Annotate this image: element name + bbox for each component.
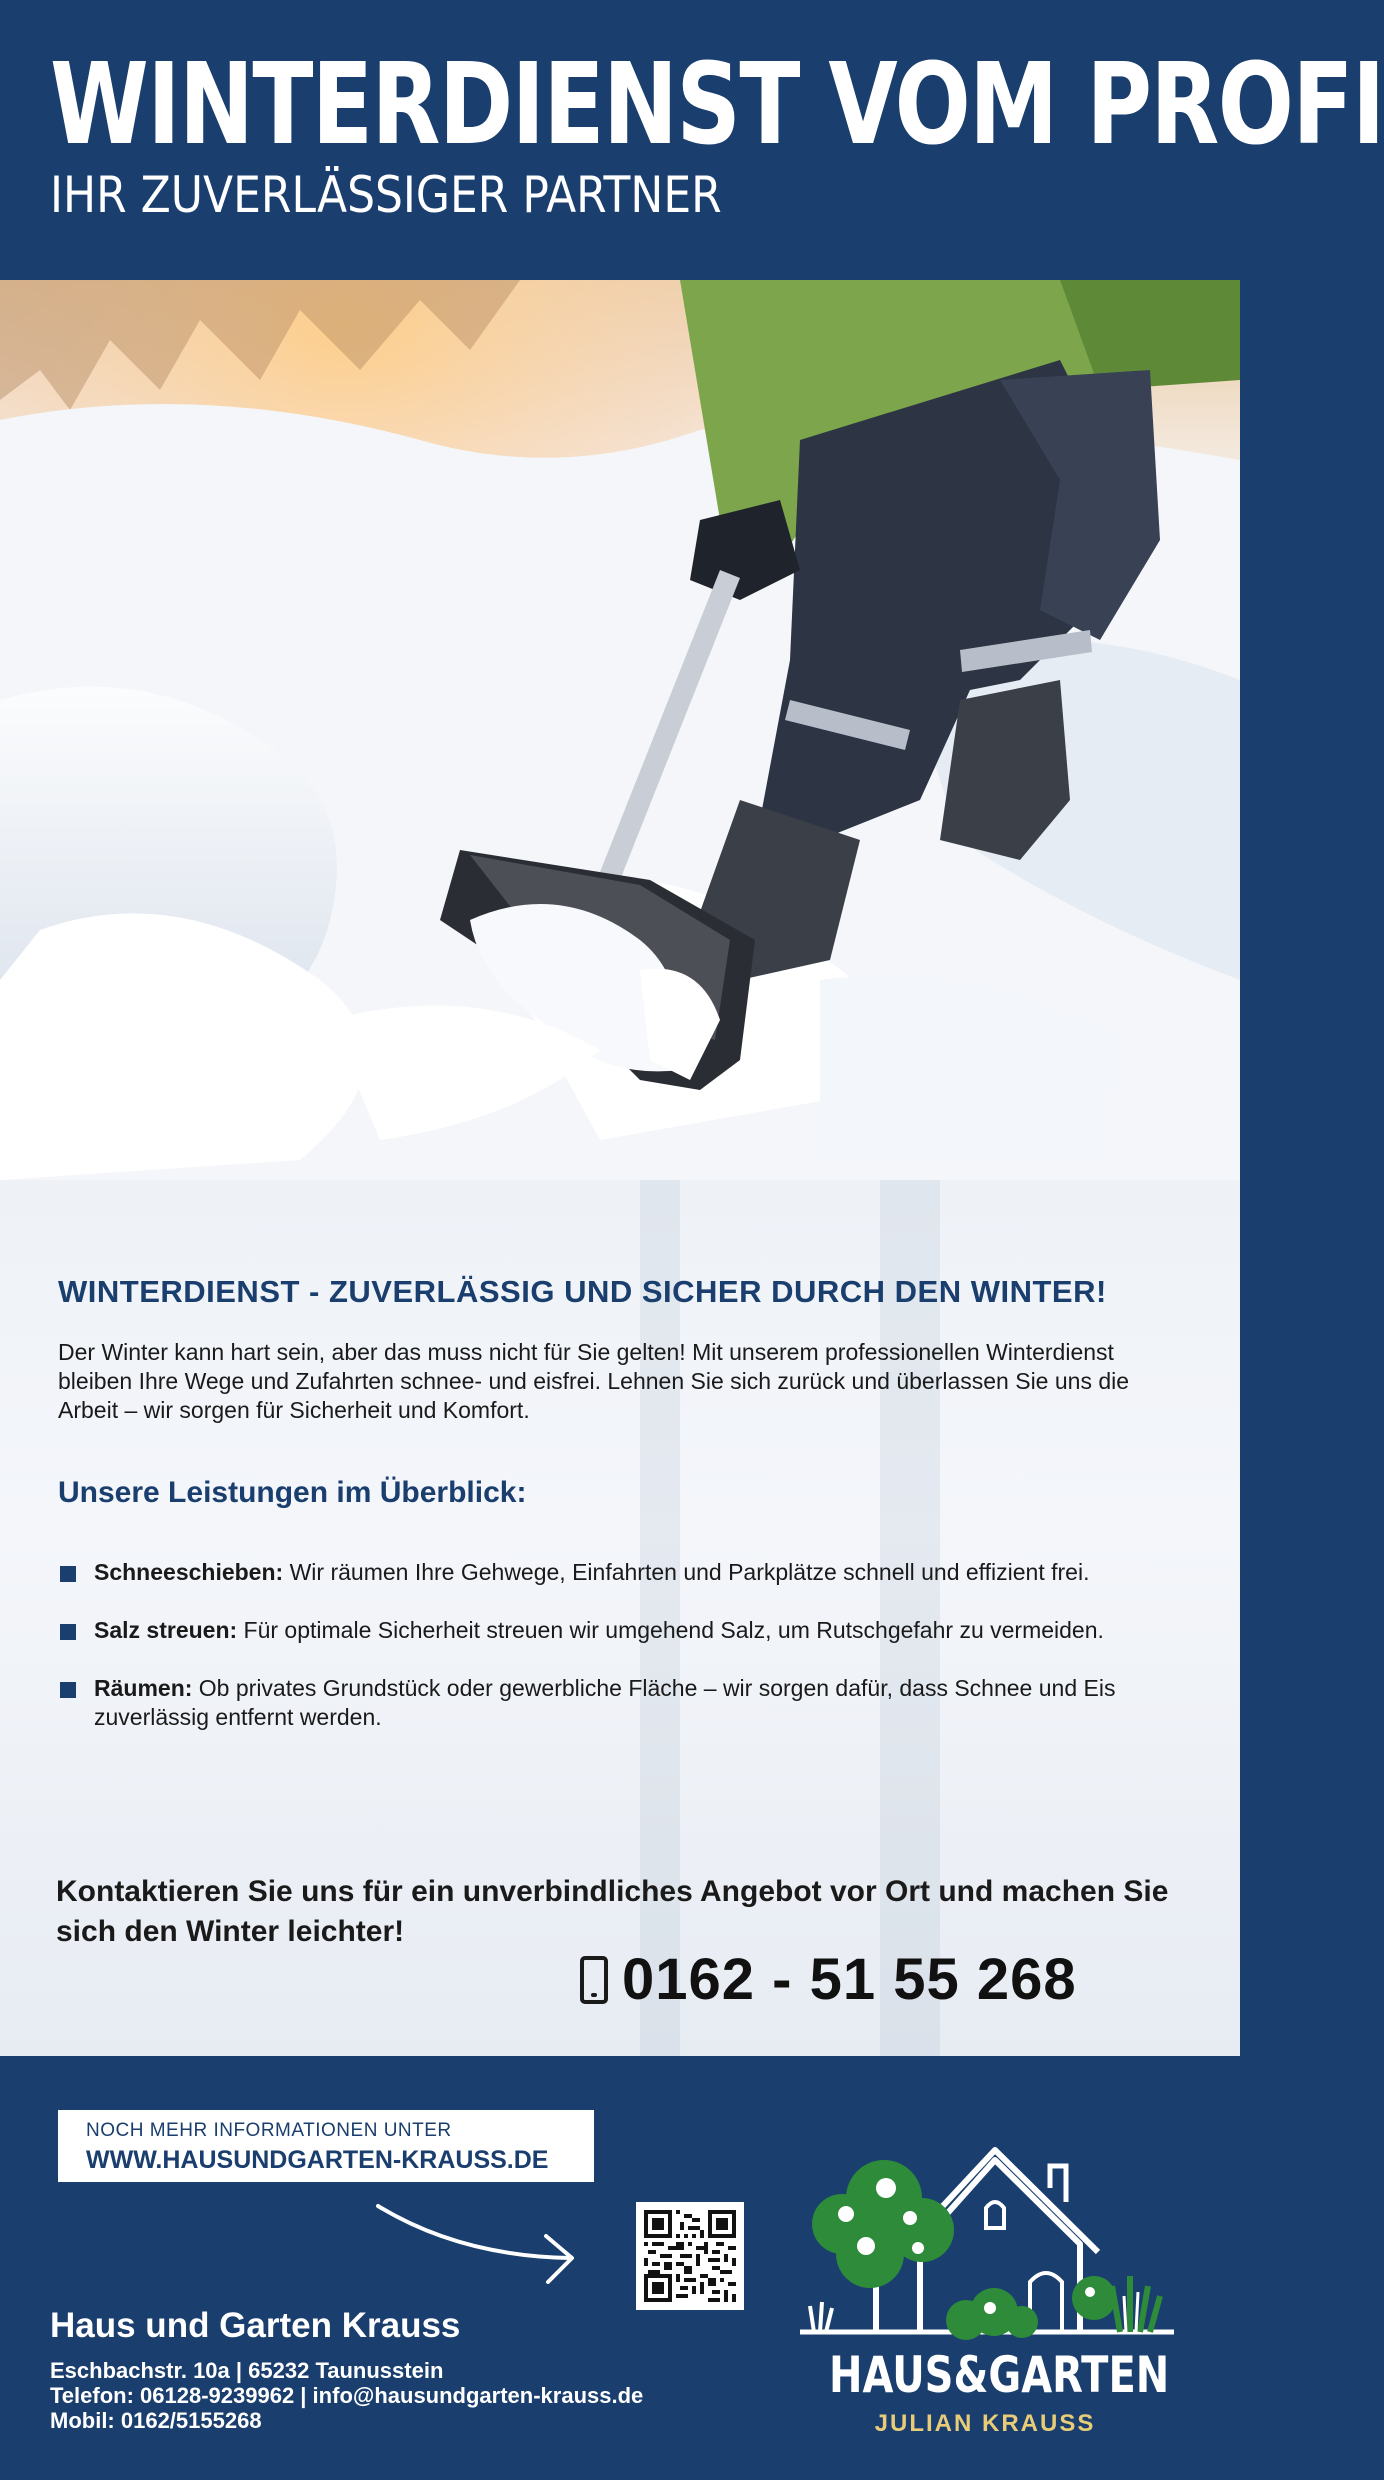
list-item (58, 1674, 1178, 1732)
logo-title: HAUS&GARTEN (829, 2346, 1170, 2404)
mobile-line[interactable]: Mobil: 0162/5155268 (50, 2408, 262, 2433)
phone-contact[interactable] (580, 1946, 1077, 2013)
footer (0, 2056, 1240, 2480)
service-name: Salz streuen: (94, 1617, 238, 1643)
snow-shovel-illustration (0, 280, 1240, 1180)
hero-photo (0, 280, 1240, 1180)
qr-code[interactable] (636, 2202, 744, 2310)
qr-code-pattern (644, 2210, 736, 2302)
logo-subtitle: JULIAN KRAUSS (874, 2410, 1096, 2437)
page-title: WINTERDIENST VOM PROFI (50, 40, 1384, 170)
page-subtitle: IHR ZUVERLÄSSIGER PARTNER (50, 166, 722, 224)
service-text: Wir räumen Ihre Gehwege, Einfahrten und Parkplätze schnell und effizient frei. (283, 1559, 1090, 1585)
call-to-action: Kontaktieren Sie uns für ein unverbindliches Angebot vor Ort und machen Sie sich den Winter leichter! (56, 1875, 1169, 1948)
services-heading: Unsere Leistungen im Überblick: (58, 1476, 527, 1509)
service-text: Ob privates Grundstück oder gewerbliche Fläche – wir sorgen dafür, dass Schnee und Eis zuverlässig entfernt werden. (94, 1675, 1116, 1730)
bullet-square-icon (60, 1624, 76, 1640)
list-item (58, 1616, 1178, 1645)
bullet-square-icon (60, 1566, 76, 1582)
intro-text: Der Winter kann hart sein, aber das muss nicht für Sie gelten! Mit unserem professionellen Winterdienst bleiben Ihre Wege und Zufahrten schnee- und eisfrei. Lehnen Sie sich zurück und überlassen Sie uns die Arbeit – wir sorgen für Sicherheit und Komfort. (58, 1339, 1130, 1423)
section-title: WINTERDIENST - ZUVERLÄSSIG UND SICHER DURCH DEN WINTER! (58, 1274, 1107, 1309)
header-banner (0, 0, 1384, 280)
contact-details (50, 2358, 643, 2433)
services-list (58, 1558, 1178, 1761)
phone-number[interactable]: 0162 - 51 55 268 (622, 1947, 1077, 2012)
contact-line[interactable]: Telefon: 06128-9239962 | info@hausundgarten-krauss.de (50, 2383, 644, 2408)
address-line: Eschbachstr. 10a | 65232 Taunusstein (50, 2358, 444, 2383)
phone-icon (580, 1956, 608, 2004)
info-label: NOCH MEHR INFORMATIONEN UNTER (86, 2120, 452, 2141)
bullet-square-icon (60, 1682, 76, 1698)
website-info-box[interactable] (58, 2110, 594, 2182)
company-name: Haus und Garten Krauss (50, 2306, 461, 2345)
service-text: Für optimale Sicherheit streuen wir umgehend Salz, um Rutschgefahr zu vermeiden. (237, 1617, 1104, 1643)
arrow-icon (370, 2196, 590, 2296)
service-name: Räumen: (94, 1675, 193, 1701)
list-item (58, 1558, 1178, 1587)
content-area (0, 1180, 1240, 2056)
website-link[interactable]: WWW.HAUSUNDGARTEN-KRAUSS.DE (86, 2146, 549, 2174)
service-name: Schneeschieben: (94, 1559, 284, 1585)
